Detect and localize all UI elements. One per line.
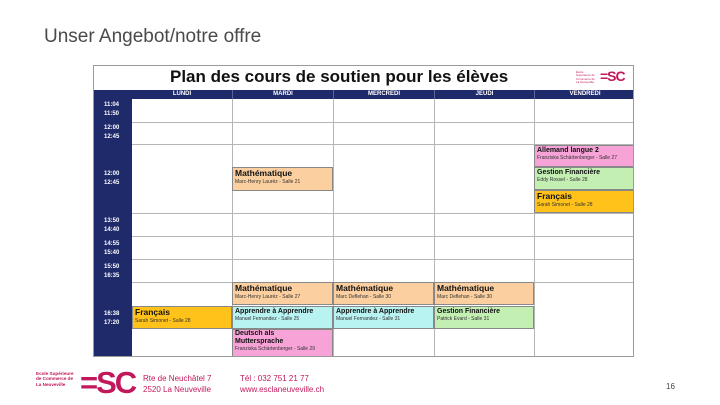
time-end: 12:45	[104, 134, 120, 140]
logo-text: Ecole Supérieure de Commerce de La Neuveville	[36, 371, 74, 387]
course-deutsch-tuesday	[232, 329, 333, 357]
course-title: Apprendre à Apprendre	[235, 308, 314, 315]
time-slot-1	[94, 101, 132, 119]
time-end: 12:45	[104, 180, 120, 186]
time-start: 12:00	[104, 171, 120, 177]
course-teacher: Marc Deflehan - Salle 30	[336, 294, 392, 300]
time-slot-5	[94, 240, 132, 258]
time-start: 15:50	[104, 264, 120, 270]
course-title-line2: Muttersprache	[235, 338, 284, 345]
phone-number: Tél : 032 751 21 77	[240, 374, 309, 383]
course-teacher: Marc Deflehan - Salle 30	[437, 294, 493, 300]
corner-header	[94, 90, 132, 99]
course-teacher: Patrick Evard - Salle 31	[437, 316, 490, 322]
course-title: Gestion Financière	[437, 308, 501, 315]
course-teacher: Sarah Simonet - Salle 28	[537, 202, 593, 208]
time-start: 14:55	[104, 241, 120, 247]
school-logo	[36, 365, 136, 402]
schedule-title: Plan des cours de soutien pour les élèves	[170, 67, 509, 86]
course-teacher: Franziska Schärtenberger - Salle 27	[537, 155, 618, 161]
school-logo-small	[576, 68, 628, 88]
grid-line	[132, 122, 634, 123]
time-slot-4	[94, 217, 132, 235]
course-title: Gestion Financière	[537, 169, 601, 176]
day-header-thursday: JEUDI	[434, 90, 534, 99]
course-apprendre-wednesday	[333, 306, 434, 329]
course-allemand-friday	[534, 145, 634, 167]
website-link[interactable]: www.esclaneuveville.ch	[240, 385, 325, 394]
time-slot-6	[94, 263, 132, 281]
course-gestion-thursday	[434, 306, 534, 329]
course-title: Apprendre à Apprendre	[336, 308, 415, 315]
time-end: 14:40	[104, 227, 120, 233]
address-line-2: 2520 La Neuveville	[143, 385, 212, 394]
time-start: 13:50	[104, 218, 120, 224]
time-slot-2	[94, 124, 132, 142]
time-start: 11:04	[104, 102, 120, 108]
course-teacher: Marc-Henry Lauréz - Salle 21	[235, 179, 301, 185]
course-francais-friday	[534, 190, 634, 213]
time-slot-3	[94, 170, 132, 188]
grid-line	[132, 213, 634, 214]
course-math-wednesday	[333, 282, 434, 305]
course-apprendre-tuesday	[232, 306, 333, 329]
course-title: Français	[537, 191, 572, 201]
time-end: 11:50	[104, 111, 120, 117]
course-teacher: Franziska Schärtenberger - Salle 29	[235, 346, 316, 352]
course-teacher: Manuel Fernandez - Salle 31	[336, 316, 401, 322]
time-end: 16:35	[104, 273, 120, 279]
slide-title: Unser Angebot/notre offre	[44, 26, 262, 47]
course-teacher: Sarah Simonet - Salle 28	[135, 318, 191, 324]
course-math-thursday	[434, 282, 534, 305]
course-teacher: Marc-Henry Lauréz - Salle 27	[235, 294, 301, 300]
course-math-tuesday	[232, 282, 333, 305]
course-schedule-image	[93, 65, 634, 357]
course-title: Mathématique	[437, 283, 495, 293]
grid-line	[132, 236, 634, 237]
address-line-1: Rte de Neuchâtel 7	[143, 374, 212, 383]
logo-mark: =SC	[80, 365, 136, 400]
course-title: Français	[135, 307, 170, 317]
course-title: Mathématique	[336, 283, 394, 293]
day-header-tuesday: MARDI	[232, 90, 333, 99]
time-slot-7	[94, 310, 132, 328]
grid-line	[132, 259, 634, 260]
schedule-header	[94, 66, 634, 90]
course-title: Mathématique	[235, 168, 293, 178]
footer-address	[143, 373, 212, 395]
course-gestion-friday	[534, 167, 634, 190]
course-teacher: Manuel Fernandez - Salle 25	[235, 316, 300, 322]
course-title: Allemand langue 2	[537, 147, 599, 154]
page-number: 16	[666, 382, 675, 391]
course-title: Deutsch als	[235, 330, 275, 337]
footer-contact	[240, 373, 324, 395]
grid-line	[534, 99, 535, 357]
logo-small-mark: =SC	[600, 68, 625, 84]
course-francais-monday	[132, 306, 232, 329]
day-header-friday: VENDREDI	[534, 90, 634, 99]
logo-small-text: École Supérieure de Commerce de La Neuveville	[576, 70, 595, 85]
time-end: 17:20	[104, 320, 120, 326]
time-end: 15:40	[104, 250, 120, 256]
course-teacher: Eddy Rossel - Salle 28	[537, 177, 588, 183]
day-header-wednesday: MERCREDI	[333, 90, 434, 99]
course-math-tuesday-noon	[232, 167, 333, 191]
time-start: 12:00	[104, 125, 120, 131]
time-start: 16:38	[104, 311, 120, 317]
course-title: Mathématique	[235, 283, 293, 293]
day-header-monday: LUNDI	[132, 90, 232, 99]
